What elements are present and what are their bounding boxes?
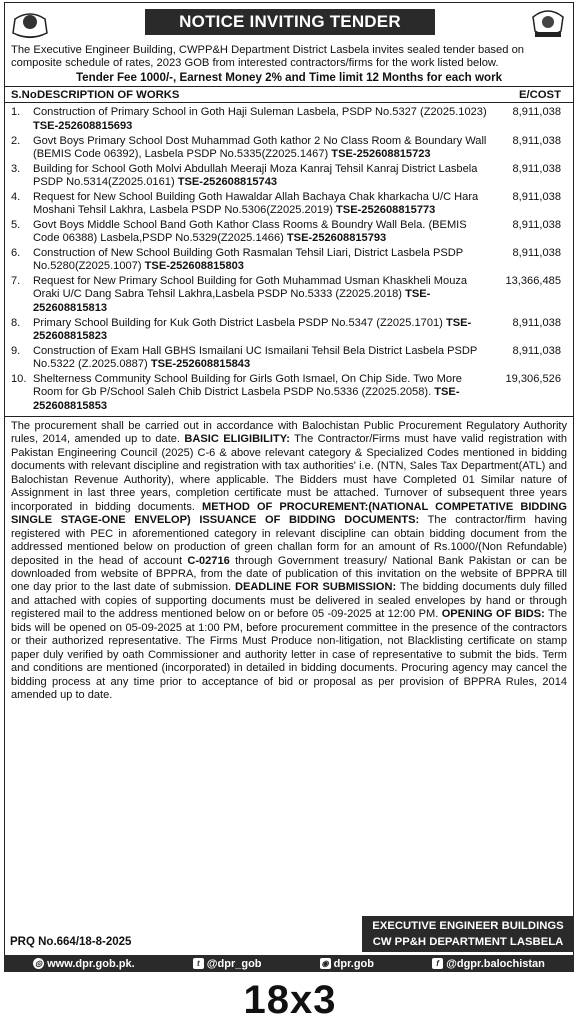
work-description [33, 191, 499, 218]
work-cost: 8,911,038 [512, 218, 561, 231]
notice-title: NOTICE INVITING TENDER [145, 9, 435, 35]
col-description: DESCRIPTION OF WORKS [37, 89, 180, 102]
notice-header [5, 3, 573, 43]
work-text: Request for New Primary School Building for Goth Muhammad Usman Khaskheli Mouza Oraki U/C Dang Sabra Tehsil Lakhra,Lasbela PSDP No.5333 (Z2025.2018) [33, 275, 468, 301]
method-heading: METHOD OF PROCUREMENT:(NATIONAL COMPETATIVE BIDDING SINGLE STAGE-ONE ENVELOP) ISSUANCE OF BIDDING DOCUMENTS: [11, 500, 568, 527]
work-description [33, 275, 499, 315]
tse-code: TSE-252608815823 [33, 316, 472, 342]
work-description [33, 373, 499, 413]
col-serial-no: S.No [11, 89, 37, 102]
work-text: Building for School Goth Molvi Abdullah Meeraji Moza Kanraj Tehsil Kanraj District Lasbela PSDP No.5314(Z2025.0161) [33, 162, 478, 189]
facebook-text: @dgpr.balochistan [446, 957, 545, 970]
work-row [11, 191, 567, 218]
work-description [33, 219, 499, 246]
ee-title: EXECUTIVE ENGINEER BUILDINGS [372, 920, 564, 932]
tse-code: TSE-252608815723 [331, 147, 431, 160]
instagram-link[interactable] [320, 958, 374, 970]
work-description [33, 247, 499, 274]
col-estimated-cost: E/COST [518, 89, 561, 102]
work-cost: 8,911,038 [512, 344, 561, 357]
deadline-text: The bidding documents duly filled and attached with copies of supporting documents must be delivered in sealed envelopes by hand or through registered mail to the address mentioned below on or before 05 -09-2025 at 12:00 PM. [11, 581, 567, 621]
social-strip [4, 955, 574, 972]
work-row [11, 135, 567, 162]
instagram-text: dpr.gob [333, 957, 374, 970]
notice-frame [4, 2, 574, 972]
work-cost: 8,911,038 [512, 106, 561, 119]
executive-engineer-box [362, 916, 574, 952]
work-cost: 8,911,038 [512, 162, 561, 175]
work-number: 2. [11, 134, 21, 147]
tse-code: TSE-252608815743 [177, 176, 278, 189]
work-cost: 13,366,485 [505, 275, 561, 288]
tse-code: TSE-252608815843 [150, 358, 251, 371]
work-row [11, 373, 567, 413]
procurement-rules-text: The procurement shall be carried out in accordance with Balochistan Public Procurement Regulatory Authority rules, 2014, amended up to date. [11, 420, 567, 446]
work-row [11, 247, 567, 274]
twitter-text: @dpr_gob [206, 957, 262, 970]
notice-footer [0, 912, 580, 952]
tse-code: TSE-252608815793 [286, 232, 387, 245]
work-number: 10. [11, 372, 27, 385]
work-description [33, 317, 499, 344]
instagram-icon: ◉ [320, 958, 331, 969]
works-table-header [5, 86, 573, 103]
facebook-link[interactable] [432, 958, 545, 970]
work-cost: 8,911,038 [512, 246, 561, 259]
facebook-icon: f [432, 958, 443, 969]
work-description [33, 135, 499, 162]
work-number: 9. [11, 344, 21, 357]
deadline-heading: DEADLINE FOR SUBMISSION: [234, 581, 397, 594]
tse-code: TSE-252608815693 [33, 119, 133, 132]
works-list [5, 103, 573, 413]
work-number: 7. [11, 275, 21, 288]
work-row [11, 345, 567, 372]
work-text: Request for New School Building Goth Hawaldar Allah Bachaya Chak kharkacha U/C Hara Moshani Tehsil Lakhra, Lasbela PSDP No.5306(Z2025.2019) [33, 190, 479, 217]
work-number: 5. [11, 218, 21, 231]
work-text: Govt Boys Middle School Band Goth Kathor Class Rooms & Boundry Wall Bela. (BEMIS Code 06388) Lasbela,PSDP No.5329(Z2025.1466) [33, 218, 467, 245]
work-text: Construction of Exam Hall GBHS Ismailani UC Ismailani Tehsil Bela District Lasbela PSDP No.5322 (Z.2025.0887) [33, 344, 478, 371]
work-number: 4. [11, 190, 21, 203]
work-number: 3. [11, 162, 21, 175]
work-description [33, 163, 499, 190]
twitter-icon: t [193, 958, 204, 969]
ad-size-label: 18x3 [243, 978, 337, 1022]
work-cost: 8,911,038 [512, 134, 561, 147]
work-text: Shelterness Community School Building for Girls Goth Ismael, On Chip Side. Two More Room for Gb P/School Saleh Chib District Lasbela PSDP No.5336 (Z2025.2058). [33, 372, 462, 399]
work-number: 1. [11, 106, 21, 119]
tse-code: TSE-252608815853 [33, 386, 460, 412]
work-description [33, 345, 499, 372]
opening-text: The bids will be opened on 05-09-2025 at 1:00 PM, before procurement committee in the presence of the contractors or their authorized representative. The Firms Must Produce non-litigation, not Blacklisting certificate on stamp paper duly verified by oath Commissioner and authority letter in case of representative to submit the bids. Term and conditions are mentioned (incorporated) in detailed in bidding documents. Procuring agency may cancel the bidding process at any time prior to acceptance of bid or proposal as per provision of BPPRA Rules, 2014 amended up to date. [11, 608, 568, 702]
twitter-link[interactable] [193, 958, 262, 970]
work-row [11, 219, 567, 246]
tse-code: TSE-252608815803 [144, 260, 244, 273]
work-row [11, 163, 567, 190]
tse-code: TSE-252608815813 [33, 288, 431, 314]
tse-code: TSE-252608815773 [336, 204, 436, 217]
work-number: 6. [11, 246, 21, 259]
opening-heading: OPENING OF BIDS: [441, 608, 545, 621]
fee-line: Tender Fee 1000/-, Earnest Money 2% and Time limit 12 Months for each work [75, 71, 503, 85]
balochistan-emblem [527, 5, 569, 41]
eligibility-heading: BASIC ELIGIBILITY: [184, 433, 290, 446]
work-text: Construction of Primary School in Goth Haji Suleman Lasbela, PSDP No.5327 (Z2025.1023) [33, 106, 487, 119]
website-text: www.dpr.gob.pk. [47, 957, 135, 970]
intro-paragraph: The Executive Engineer Building, CWPP&H Department District Lasbela invites sealed tender based on composite schedule of rates, 2023 GOB from interested contractors/firms for the work listed below. [11, 44, 525, 70]
work-number: 8. [11, 316, 21, 329]
issuance-text: The contractor/firm having registered with PEC in aforementioned category in relevant discipline can obtain bidding document from the addressed mentioned below on production of green challan form for an amount of Rs.1000/(Non Refundable) deposited in the head of account [11, 514, 568, 567]
work-cost: 8,911,038 [512, 190, 561, 203]
work-description [33, 106, 499, 133]
department-logo [9, 5, 51, 41]
work-row [11, 317, 567, 344]
work-cost: 19,306,526 [505, 372, 561, 385]
work-cost: 8,911,038 [512, 316, 561, 329]
website-link[interactable] [33, 958, 135, 970]
work-text: Govt Boys Primary School Dost Muhammad Goth kathor 2 No Class Room & Boundary Wall (BEMIS Code 06392), Lasbela PSDP No.5335(Z2025.1467) [33, 134, 487, 160]
download-text: through Government treasury/ National Bank Pakistan or can be downloaded from website of BPPRA, from the date of publication of this invitation on the website of BPPRA till one day prior to the last date of submission. [11, 554, 567, 594]
prq-number: PRQ No.664/18-8-2025 [10, 936, 132, 948]
eligibility-text: The Contractor/Firms must have valid registration with Pakistan Engineering Council (2025) C-6 & above relevant category & Specialized Codes mentioned in bidding documents with relevant discipline and registration with tax authorities' i.e. (NTN, Sales Tax Department(ATL) and Balochistan Revenue Authority), where applicable. The Bidders must have Completed 01 Similar nature of Assignment in last three years, completion certificate must be attached. Turnover of subsequent three years incorporated in bidding documents. [11, 433, 567, 513]
globe-icon: ◎ [33, 958, 44, 969]
work-row [11, 106, 567, 133]
work-text: Primary School Building for Kuk Goth District Lasbela PSDP No.5347 (Z2025.1701) [33, 316, 443, 329]
work-text: Construction of New School Building Goth Rasmalan Tehsil Liari, District Lasbela PSDP No.5280(Z2025.1007) [33, 246, 463, 273]
work-row [11, 275, 567, 315]
terms-paragraph [5, 417, 573, 703]
account-head: C-02716 [187, 554, 230, 567]
ee-department: CW PP&H DEPARTMENT LASBELA [372, 936, 564, 948]
